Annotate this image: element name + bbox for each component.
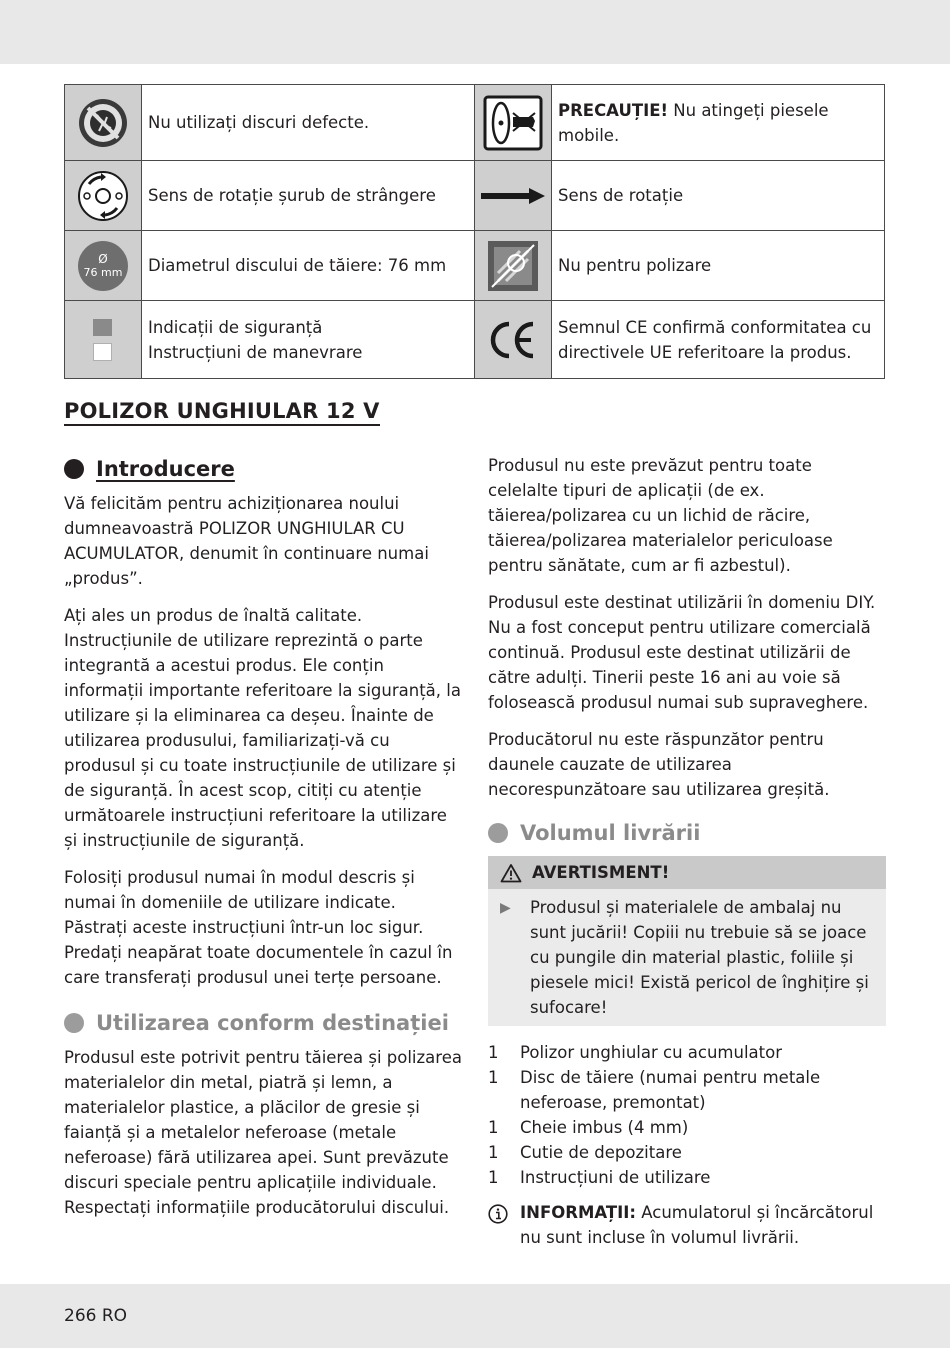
symbol-row (65, 85, 885, 161)
symbol-desc: Sens de rotație (552, 161, 885, 231)
warning-body (488, 889, 886, 1026)
diameter-value: 76 mm (83, 265, 123, 279)
usage-paragraph: Produsul nu este prevăzut pentru toate celelalte tipuri de aplicații (de ex. tăierea/polizarea cu un lichid de răcire, tăierea/polizarea materialelor periculoase pentru sănătate, cum ar fi azbestul). (488, 456, 833, 575)
safety-operating-squares-icon (65, 301, 142, 379)
warning-box (488, 856, 886, 1026)
delivery-heading (488, 816, 886, 850)
handling-instructions-label: Instrucțiuni de manevrare (148, 342, 363, 362)
left-column (64, 452, 464, 1232)
intro-paragraph: Vă felicităm pentru achiziționarea noului dumneavoastră POLIZOR UNGHIULAR CU ACUMULATOR, denumit în continuare numai „produs”. (64, 494, 429, 588)
list-item (488, 1115, 886, 1140)
symbol-desc: Nu utilizați discuri defecte. (142, 85, 475, 161)
info-note (488, 1200, 886, 1250)
usage-heading (64, 1006, 464, 1040)
list-item (488, 1140, 886, 1165)
symbol-row (65, 231, 885, 301)
usage-heading-text: Utilizarea conform destinației (96, 1010, 449, 1035)
item-text: Polizor unghiular cu acumulator (520, 1043, 783, 1062)
tightening-screw-rotation-icon (65, 161, 142, 231)
list-item (488, 1065, 886, 1115)
warning-header (488, 856, 886, 889)
list-item (488, 1165, 886, 1190)
intro-heading (64, 452, 464, 486)
item-qty: 1 (488, 1143, 499, 1162)
not-for-grinding-icon (475, 231, 552, 301)
rotation-direction-arrow-icon (475, 161, 552, 231)
item-text: Cheie imbus (4 mm) (520, 1118, 689, 1137)
usage-paragraph: Producătorul nu este răspunzător pentru daunele cauzate de utilizarea necorespunzătoare sau utilizarea greșită. (488, 730, 830, 799)
symbol-desc (552, 85, 885, 161)
bullet-icon (64, 459, 84, 479)
bullet-icon (488, 823, 508, 843)
disc-diameter-icon (65, 231, 142, 301)
caution-label: PRECAUȚIE! (558, 100, 669, 120)
symbol-table (64, 84, 885, 379)
intro-paragraph: Ați ales un produs de înaltă calitate. Instrucțiunile de utilizare reprezintă o parte integrantă a acestui produs. Ele conțin informații importante referitoare la siguranță, la utilizare și la eliminarea ca deșeu. Înainte de utilizarea produsului, familiarizați-vă cu produsul și cu toate instrucțiunile de utilizare și de siguranță. În acest scop, citiți cu atenție următoarele instrucțiuni referitoare la utilizare și instrucțiunile de siguranță. (64, 606, 461, 850)
delivery-heading-text: Volumul livrării (520, 820, 701, 845)
info-body: Acumulatorul și încărcătorul nu sunt incluse în volumul livrării. (520, 1203, 874, 1247)
symbol-desc: Semnul CE confirmă conformitatea cu directivele UE referitoare la produs. (552, 301, 885, 379)
safety-notes-label: Indicații de siguranță (148, 317, 323, 337)
symbol-row (65, 161, 885, 231)
symbol-desc: Nu pentru polizare (552, 231, 885, 301)
diameter-symbol: Ø (98, 251, 108, 266)
usage-paragraph: Produsul este destinat utilizării în domeniu DIY. Nu a fost conceput pentru utilizare comercială continuă. Produsul este destinat utilizării de către adulți. Tinerii peste 16 ani au voie să folosească produsul numai sub supraveghere. (488, 593, 876, 712)
delivery-list (488, 1040, 886, 1190)
page-number: 266 RO (64, 1306, 128, 1326)
list-item (488, 1040, 886, 1065)
item-qty: 1 (488, 1118, 499, 1137)
footer-bar (0, 1284, 950, 1348)
item-qty: 1 (488, 1168, 499, 1187)
item-text: Cutie de depozitare (520, 1143, 682, 1162)
usage-paragraph: Produsul este potrivit pentru tăierea și polizarea materialelor din metal, piatră și lemn, a materialelor plastice, a plăcilor de gresie și faianță și a metalelor neferoase (metale neferoase) fără utilizarea apei. Sunt prevăzute discuri speciale pentru aplicațiile individuale. Respectați informațiile producătorului discului. (64, 1048, 462, 1217)
page-title: POLIZOR UNGHIULAR 12 V (64, 399, 380, 426)
item-qty: 1 (488, 1068, 499, 1087)
info-icon (488, 1200, 520, 1250)
intro-heading-text: Introducere (96, 456, 235, 481)
info-label: INFORMAȚII: (520, 1203, 636, 1222)
symbol-desc: Diametrul discului de tăiere: 76 mm (142, 231, 475, 301)
item-text: Instrucțiuni de utilizare (520, 1168, 711, 1187)
warning-triangle-icon (500, 863, 522, 883)
warning-text: Produsul și materialele de ambalaj nu sunt jucării! Copiii nu trebuie să se joace cu pungile din material plastic, foliile și piesele mici! Există pericol de înghițire și sufocare! (530, 898, 869, 1017)
item-text: Disc de tăiere (numai pentru metale neferoase, premontat) (520, 1068, 821, 1112)
top-bar (0, 0, 950, 64)
do-not-touch-moving-parts-icon (475, 85, 552, 161)
triangle-bullet-icon: ▶ (500, 900, 511, 916)
symbol-desc-text: Nu atingeți piesele mobile. (558, 100, 829, 145)
info-text (520, 1200, 886, 1250)
item-qty: 1 (488, 1043, 499, 1062)
symbol-desc: Sens de rotație șurub de strângere (142, 161, 475, 231)
right-column (488, 453, 886, 1250)
warning-title: AVERTISMENT! (532, 863, 670, 882)
bullet-icon (64, 1013, 84, 1033)
symbol-row (65, 301, 885, 379)
symbol-desc (142, 301, 475, 379)
no-defective-disc-icon (65, 85, 142, 161)
ce-mark-icon (475, 301, 552, 379)
intro-paragraph: Folosiți produsul numai în modul descris și numai în domeniile de utilizare indicate. Păstrați aceste instrucțiuni într-un loc sigur. Predați neapărat toate documentele în cazul în care transferați produsul unei terțe persoane. (64, 868, 453, 987)
